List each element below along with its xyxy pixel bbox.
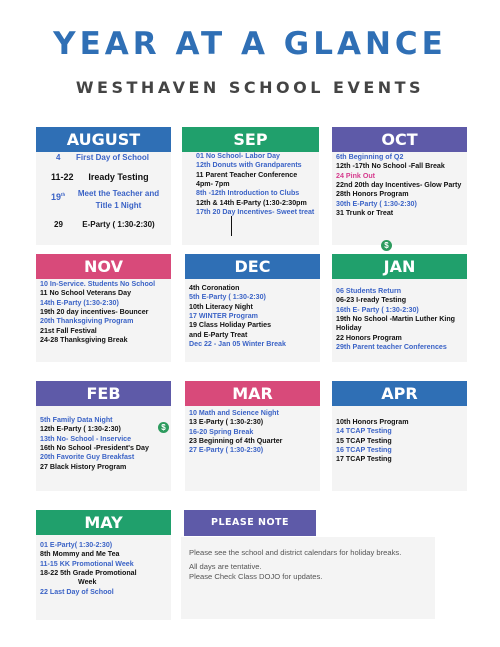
month-card-oct [332,127,467,245]
event-feb-4: 16th No School -President's Day [40,444,149,453]
event-nov-2: 11 No School Veterans Day [40,289,132,298]
month-header-apr: APR [332,381,467,406]
event-aug-2: 11-22 Iready Testing [51,171,149,182]
month-header-dec: DEC [185,254,320,279]
event-may-1: 01 E-Party( 1:30-2:30) [40,541,113,549]
event-sep-2: 12th Donuts with Grandparents [196,161,302,170]
month-card-sep [182,127,319,245]
event-mar-2: 13 E-Party ( 1:30-2:30) [189,418,264,427]
text-cursor [231,216,232,236]
event-oct-4: 22nd 20th day Incentives- Glow Party [336,181,462,190]
event-oct-7: 31 Trunk or Treat [336,209,394,218]
event-apr-3: 15 TCAP Testing [336,436,392,445]
event-oct-5: 28th Honors Program [336,190,409,199]
event-sep-1: 01 No School- Labor Day [196,152,280,160]
event-jan-2: 06-23 I-ready Testing [336,296,407,305]
event-sep-6: 12th & 14th E-Party (1:30-2:30pm [196,198,307,207]
month-header-mar: MAR [185,381,320,406]
event-feb-3: 13th No- School - Inservice [40,434,132,443]
event-nov-5: 20th Thanksgiving Program [40,317,134,326]
dollar-icon: $ [158,422,169,433]
event-sep-5: 8th -12th Introduction to Clubs [196,189,300,198]
month-card-nov [36,254,171,362]
month-header-oct: OCT [332,127,467,152]
month-header-nov: NOV [36,254,171,279]
event-apr-5: 17 TCAP Testing [336,455,392,464]
event-jan-6: 29th Parent teacher Conferences [336,343,447,352]
month-header-jan: JAN [332,254,467,279]
event-may-4: 18-22 5th Grade Promotional [40,569,137,578]
event-jan-4: 19th No School -Martin Luther King Holiday [336,315,456,333]
event-oct-1: 6th Beginning of Q2 [336,153,404,161]
event-aug-1: 4 First Day of School [56,153,149,162]
event-sep-7: 17th 20 Day Incentives- Sweet treat [196,208,315,217]
month-card-jan [332,254,467,362]
please-note-header: PLEASE NOTE [184,510,316,536]
event-nov-3: 14th E-Party (1:30-2:30) [40,298,119,307]
event-feb-2: 12th E-Party ( 1:30-2:30) [40,425,121,434]
month-card-may [36,510,171,620]
event-dec-4: 17 WINTER Program [189,312,258,321]
event-may-3: 11-15 KK Promotional Week [40,559,134,568]
month-header-feb: FEB [36,381,171,406]
event-nov-7: 24-28 Thanksgiving Break [40,336,128,345]
event-dec-3: 10th Literacy Night [189,302,253,311]
event-oct-3: 24 Pink Out [336,171,376,180]
event-sep-3: 11 Parent Teacher Conference [196,170,298,179]
event-apr-2: 14 TCAP Testing [336,427,392,436]
event-feb-5: 20th Favorite Guy Breakfast [40,453,135,462]
month-card-apr [332,381,467,491]
event-feb-6: 27 Black History Program [40,462,127,471]
event-aug-4: 29 E-Party ( 1:30-2:30) [54,220,155,230]
event-apr-4: 16 TCAP Testing [336,446,392,455]
event-nov-1: 10 In-Service. Students No School [40,280,156,288]
event-apr-1: 10th Honors Program [336,418,409,426]
event-oct-6: 30th E-Party ( 1:30-2:30) [336,199,417,208]
event-mar-1: 10 Math and Science Night [189,409,279,417]
month-header-sep: SEP [182,127,319,152]
month-card-feb [36,381,171,491]
event-dec-6: and E-Party Treat [189,330,248,339]
page-subtitle: WESTHAVEN SCHOOL EVENTS [75,78,425,97]
month-card-dec [185,254,320,362]
event-sep-4: 4pm- 7pm [196,180,230,189]
event-aug-3: 19th Meet the Teacher and Title 1 Night [51,189,160,211]
month-header-august: AUGUST [36,127,171,152]
event-mar-4: 23 Beginning of 4th Quarter [189,437,283,446]
note-line-2: All days are tentative. [189,562,262,571]
month-card-mar [185,381,320,491]
month-header-may: MAY [36,510,171,535]
event-jan-5: 22 Honors Program [336,333,402,342]
event-may-6: 22 Last Day of School [40,587,114,596]
event-jan-3: 16th E- Party ( 1:30-2:30) [336,305,419,314]
event-may-2: 8th Mommy and Me Tea [40,550,120,559]
note-line-1: Please see the school and district calendars for holiday breaks. [189,548,402,557]
month-card-august [36,127,171,245]
event-jan-1: 06 Students Return [336,287,402,295]
event-may-5: Week [78,578,97,587]
please-note-box [181,537,435,619]
event-dec-5: 19 Class Holiday Parties [189,321,272,330]
event-dec-2: 5th E-Party ( 1:30-2:30) [189,293,266,302]
event-dec-7: Dec 22 - Jan 05 Winter Break [189,340,286,349]
note-line-3: Please Check Class DOJO for updates. [189,572,323,581]
event-nov-4: 19th 20 day incentives- Bouncer [40,308,149,317]
event-oct-2: 12th -17th No School -Fall Break [336,162,445,171]
page-title: YEAR AT A GLANCE [53,26,447,62]
event-nov-6: 21st Fall Festival [40,326,97,335]
event-mar-5: 27 E-Party ( 1:30-2:30) [189,446,264,455]
event-feb-1: 5th Family Data Night [40,416,113,424]
event-mar-3: 16-20 Spring Break [189,427,254,436]
dollar-icon: $ [381,240,392,251]
event-dec-1: 4th Coronation [189,284,240,292]
